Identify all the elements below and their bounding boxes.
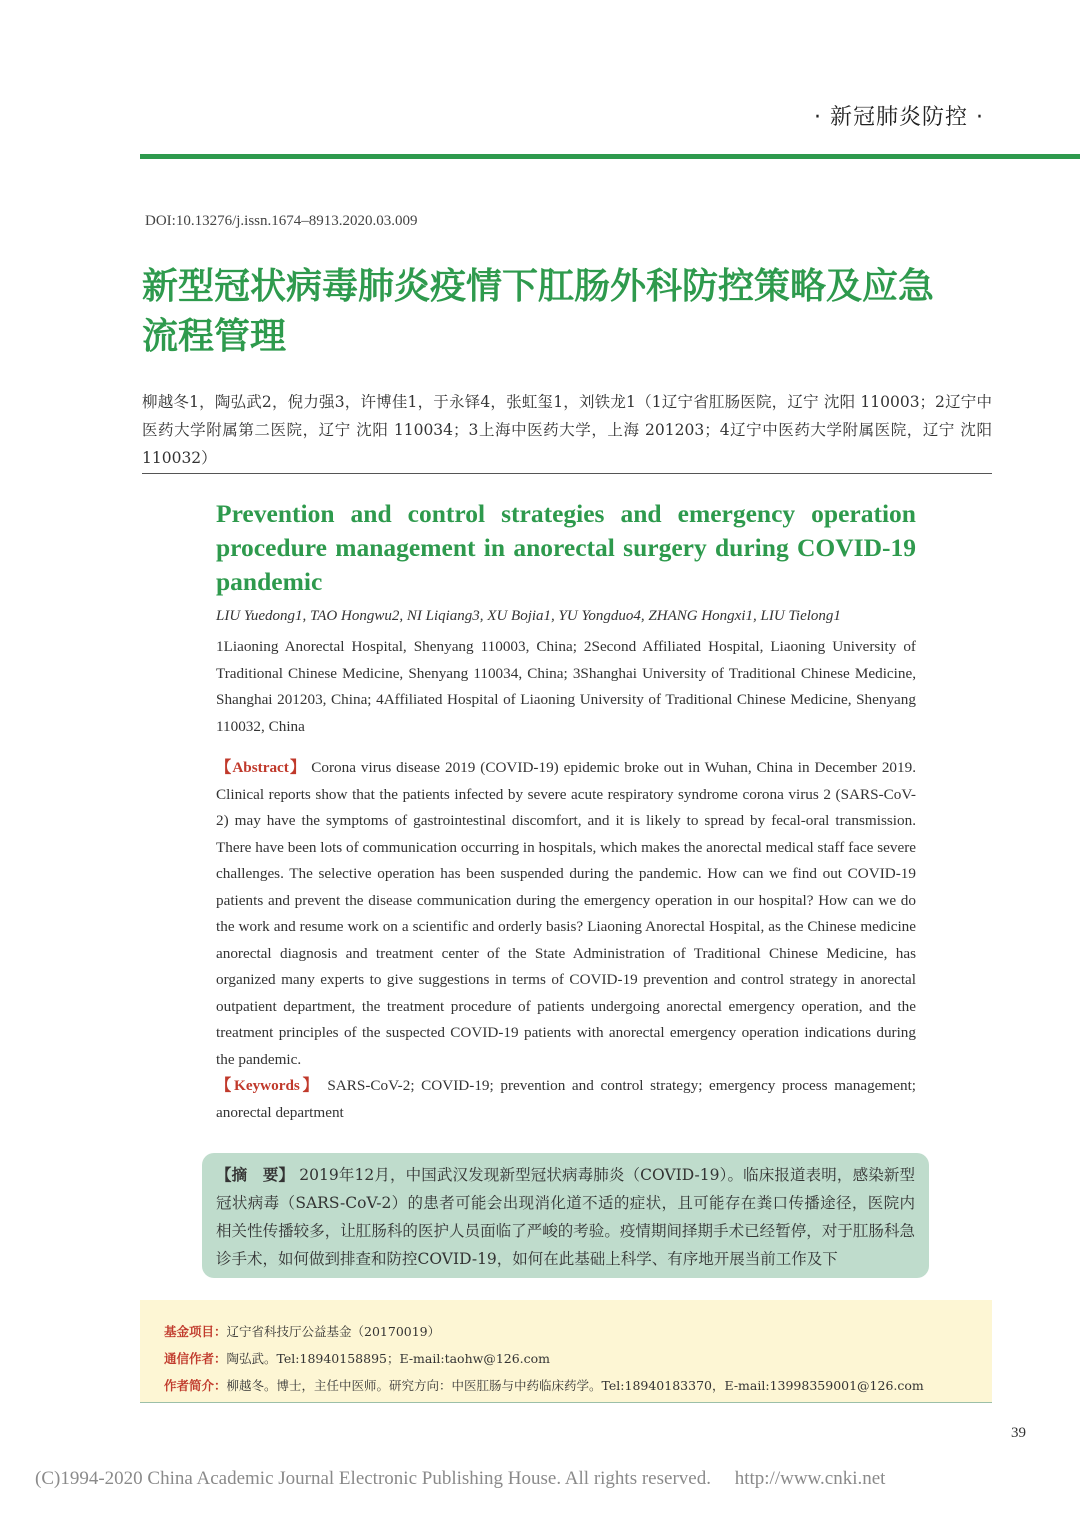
keywords (216, 1073, 916, 1126)
chinese-authors-affiliations: 柳越冬1，陶弘武2，倪力强3，许博佳1，于永铎4，张虹玺1，刘铁龙1（1辽宁省肛肠医院，辽宁 沈阳 110003；2辽宁中医药大学附属第二医院，辽宁 沈阳 110034；3上海中医药大学，上海 201203；4辽宁中医药大学附属医院，辽宁 沈阳 110032） (142, 393, 992, 467)
fund-line (164, 1318, 992, 1345)
keywords-text: SARS-CoV-2; COVID-19; prevention and control strategy; emergency process management; anorectal department (216, 1077, 917, 1121)
corresponding-author-line (164, 1345, 992, 1372)
corresponding-text: 陶弘武。Tel:18940158895；E-mail:taohw@126.com (226, 1351, 551, 1366)
corresponding-label: 通信作者： (164, 1351, 227, 1366)
chinese-title: 新型冠状病毒肺炎疫情下肛肠外科防控策略及应急流程管理 (142, 266, 935, 357)
abstract-label: 【Abstract】 (216, 759, 307, 776)
keywords-label: 【Keywords】 (216, 1077, 321, 1094)
abstract-text: Corona virus disease 2019 (COVID-19) epidemic broke out in Wuhan, China in December 2019. Clinical reports show that the patients infected by severe acute respiratory syndrome corona virus 2 (SARS-CoV-2) may have the symptoms of gastrointestinal discomfort, and it is likely to spread by fecal-oral transmission. There have been lots of communication occurring in hospitals, which makes the anorectal medical staff face severe challenges. The selective operation has been suspended during the pandemic. How can we find out COVID-19 patients and prevent the disease communication during the emergency operation in our hospital? How can we do the work and resume work on a scientific and orderly basis? Liaoning Anorectal Hospital, as the Chinese medicine anorectal diagnosis and treatment center of the State Administration of Traditional Chinese Medicine, has organized many experts to give suggestions in terms of COVID-19 prevention and control strategy in anorectal outpatient department, the treatment procedure of patients undergoing anorectal emergency operation, and the treatment principles of the suspected COVID-19 patients with anorectal emergency operation indications during the pandemic. (216, 759, 916, 1068)
english-affiliations: 1Liaoning Anorectal Hospital, Shenyang 110003, China; 2Second Affiliated Hospital, Liaoning University of Traditional Chinese Medicine, Shenyang 110034, China; 3Shanghai University of Traditional Chinese Medicine, Shanghai 201203, China; 4Affiliated Hospital of Liaoning University of Traditional Chinese Medicine, Shenyang 110032, China (216, 638, 916, 735)
chinese-abstract-label: 【摘 要】 (216, 1165, 295, 1184)
abstract (216, 755, 916, 1073)
fund-text: 辽宁省科技厅公益基金（20170019） (226, 1324, 441, 1339)
english-authors: LIU Yuedong1, TAO Hongwu2, NI Liqiang3, XU Bojia1, YU Yongduo4, ZHANG Hongxi1, LIU Tielong1 (216, 608, 841, 624)
divider (142, 473, 992, 474)
doi: DOI:10.13276/j.issn.1674–8913.2020.03.009 (145, 213, 418, 229)
author-bio-line (164, 1372, 992, 1399)
bio-text: 柳越冬。博士，主任中医师。研究方向：中医肛肠与中药临床药学。Tel:18940183370，E-mail:13998359001@126.com (226, 1378, 924, 1393)
footnote-box (140, 1300, 992, 1402)
english-title: Prevention and control strategies and emergency operation procedure management in anorectal surgery during COVID-19 pandemic (216, 499, 916, 596)
footnote-rule (140, 1402, 992, 1403)
bio-label: 作者简介： (164, 1378, 227, 1393)
copyright-notice: (C)1994-2020 China Academic Journal Electronic Publishing House. All rights reserved. http://www.cnki.net (35, 1468, 886, 1489)
chinese-abstract-text: 2019年12月，中国武汉发现新型冠状病毒肺炎（COVID-19）。临床报道表明，感染新型冠状病毒（SARS-CoV-2）的患者可能会出现消化道不适的症状，且可能存在粪口传播途径，医院内相关性传播较多，让肛肠科的医护人员面临了严峻的考验。疫情期间择期手术已经暂停，对于肛肠科急诊手术，如何做到排查和防控COVID-19，如何在此基础上科学、有序地开展当前工作及下 (216, 1166, 915, 1268)
chinese-abstract-box (202, 1153, 929, 1278)
chinese-abstract (216, 1161, 915, 1273)
section-header: · 新冠肺炎防控 · (814, 105, 984, 130)
header-rule (140, 154, 1080, 159)
fund-label: 基金项目： (164, 1324, 227, 1339)
page-number: 39 (1011, 1425, 1026, 1441)
